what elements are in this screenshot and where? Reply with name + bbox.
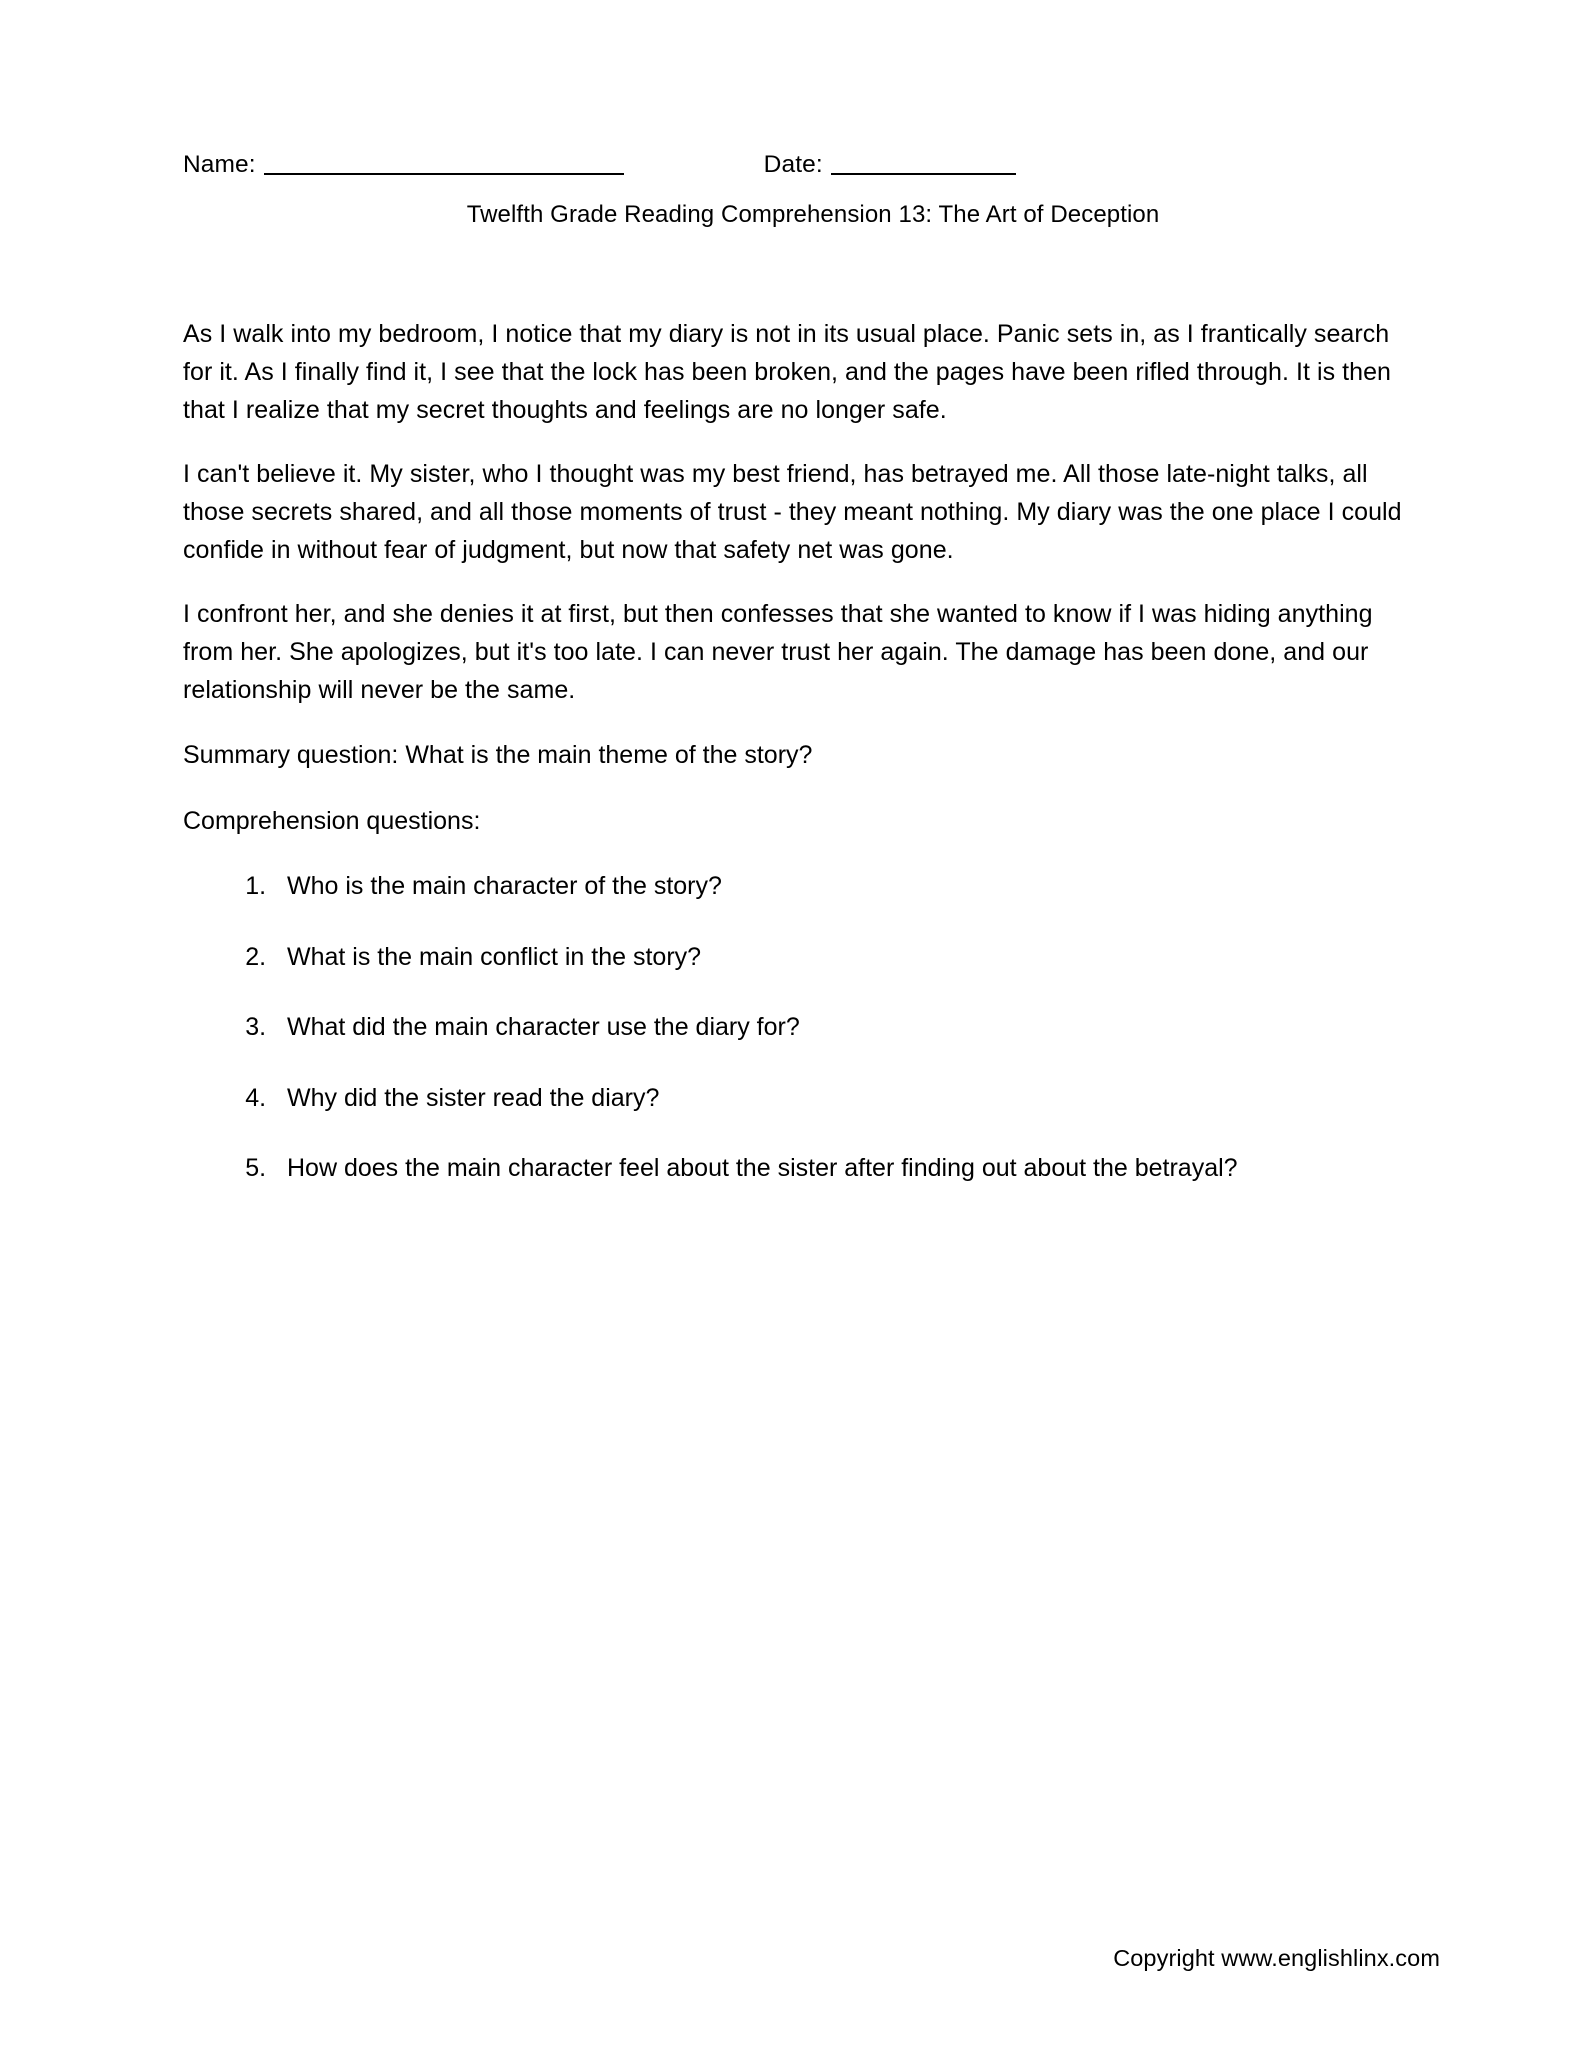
worksheet-content [183,150,1403,1221]
name-input-line[interactable] [264,173,624,175]
list-item: 5. How does the main character feel about the sister after finding out about the betrayal? [273,1150,1403,1188]
passage-paragraph-2: I can't believe it. My sister, who I thought was my best friend, has betrayed me. All those late-night talks, all those secrets shared, and all those moments of trust - they meant nothing. My diary was the one place I could confide in without fear of judgment, but now that safety net was gone. [183,460,1402,565]
list-item: 2. What is the main conflict in the story? [273,939,1403,977]
list-item: 4. Why did the sister read the diary? [273,1080,1403,1118]
list-item: 3. What did the main character use the diary for? [273,1009,1403,1047]
passage [183,315,1403,1188]
copyright-footer: Copyright www.englishlinx.com [1113,1945,1440,1971]
summary-question: Summary question: What is the main theme of the story? [183,741,813,770]
passage-paragraph-1: As I walk into my bedroom, I notice that my diary is not in its usual place. Panic sets in, as I frantically search for it. As I finally find it, I see that the lock has been broken, and the pages have been rifled through. It is then that I realize that my secret thoughts and feelings are no longer safe. [183,320,1391,425]
page-title: Twelfth Grade Reading Comprehension 13: The Art of Deception [466,201,1160,229]
list-item: 1. Who is the main character of the story? [273,868,1403,906]
name-label: Name: [183,151,256,178]
date-group [764,150,1016,179]
student-info-row [183,150,1403,179]
passage-paragraph-3: I confront her, and she denies it at first, but then confesses that she wanted to know if I was hiding anything from her. She apologizes, but it's too late. I can never trust her again. The damage has been done, and our relationship will never be the same. [183,600,1373,705]
date-label: Date: [763,151,823,178]
date-input-line[interactable] [831,173,1016,175]
comprehension-heading: Comprehension questions: [183,806,481,835]
comprehension-question-list [183,868,1403,1188]
